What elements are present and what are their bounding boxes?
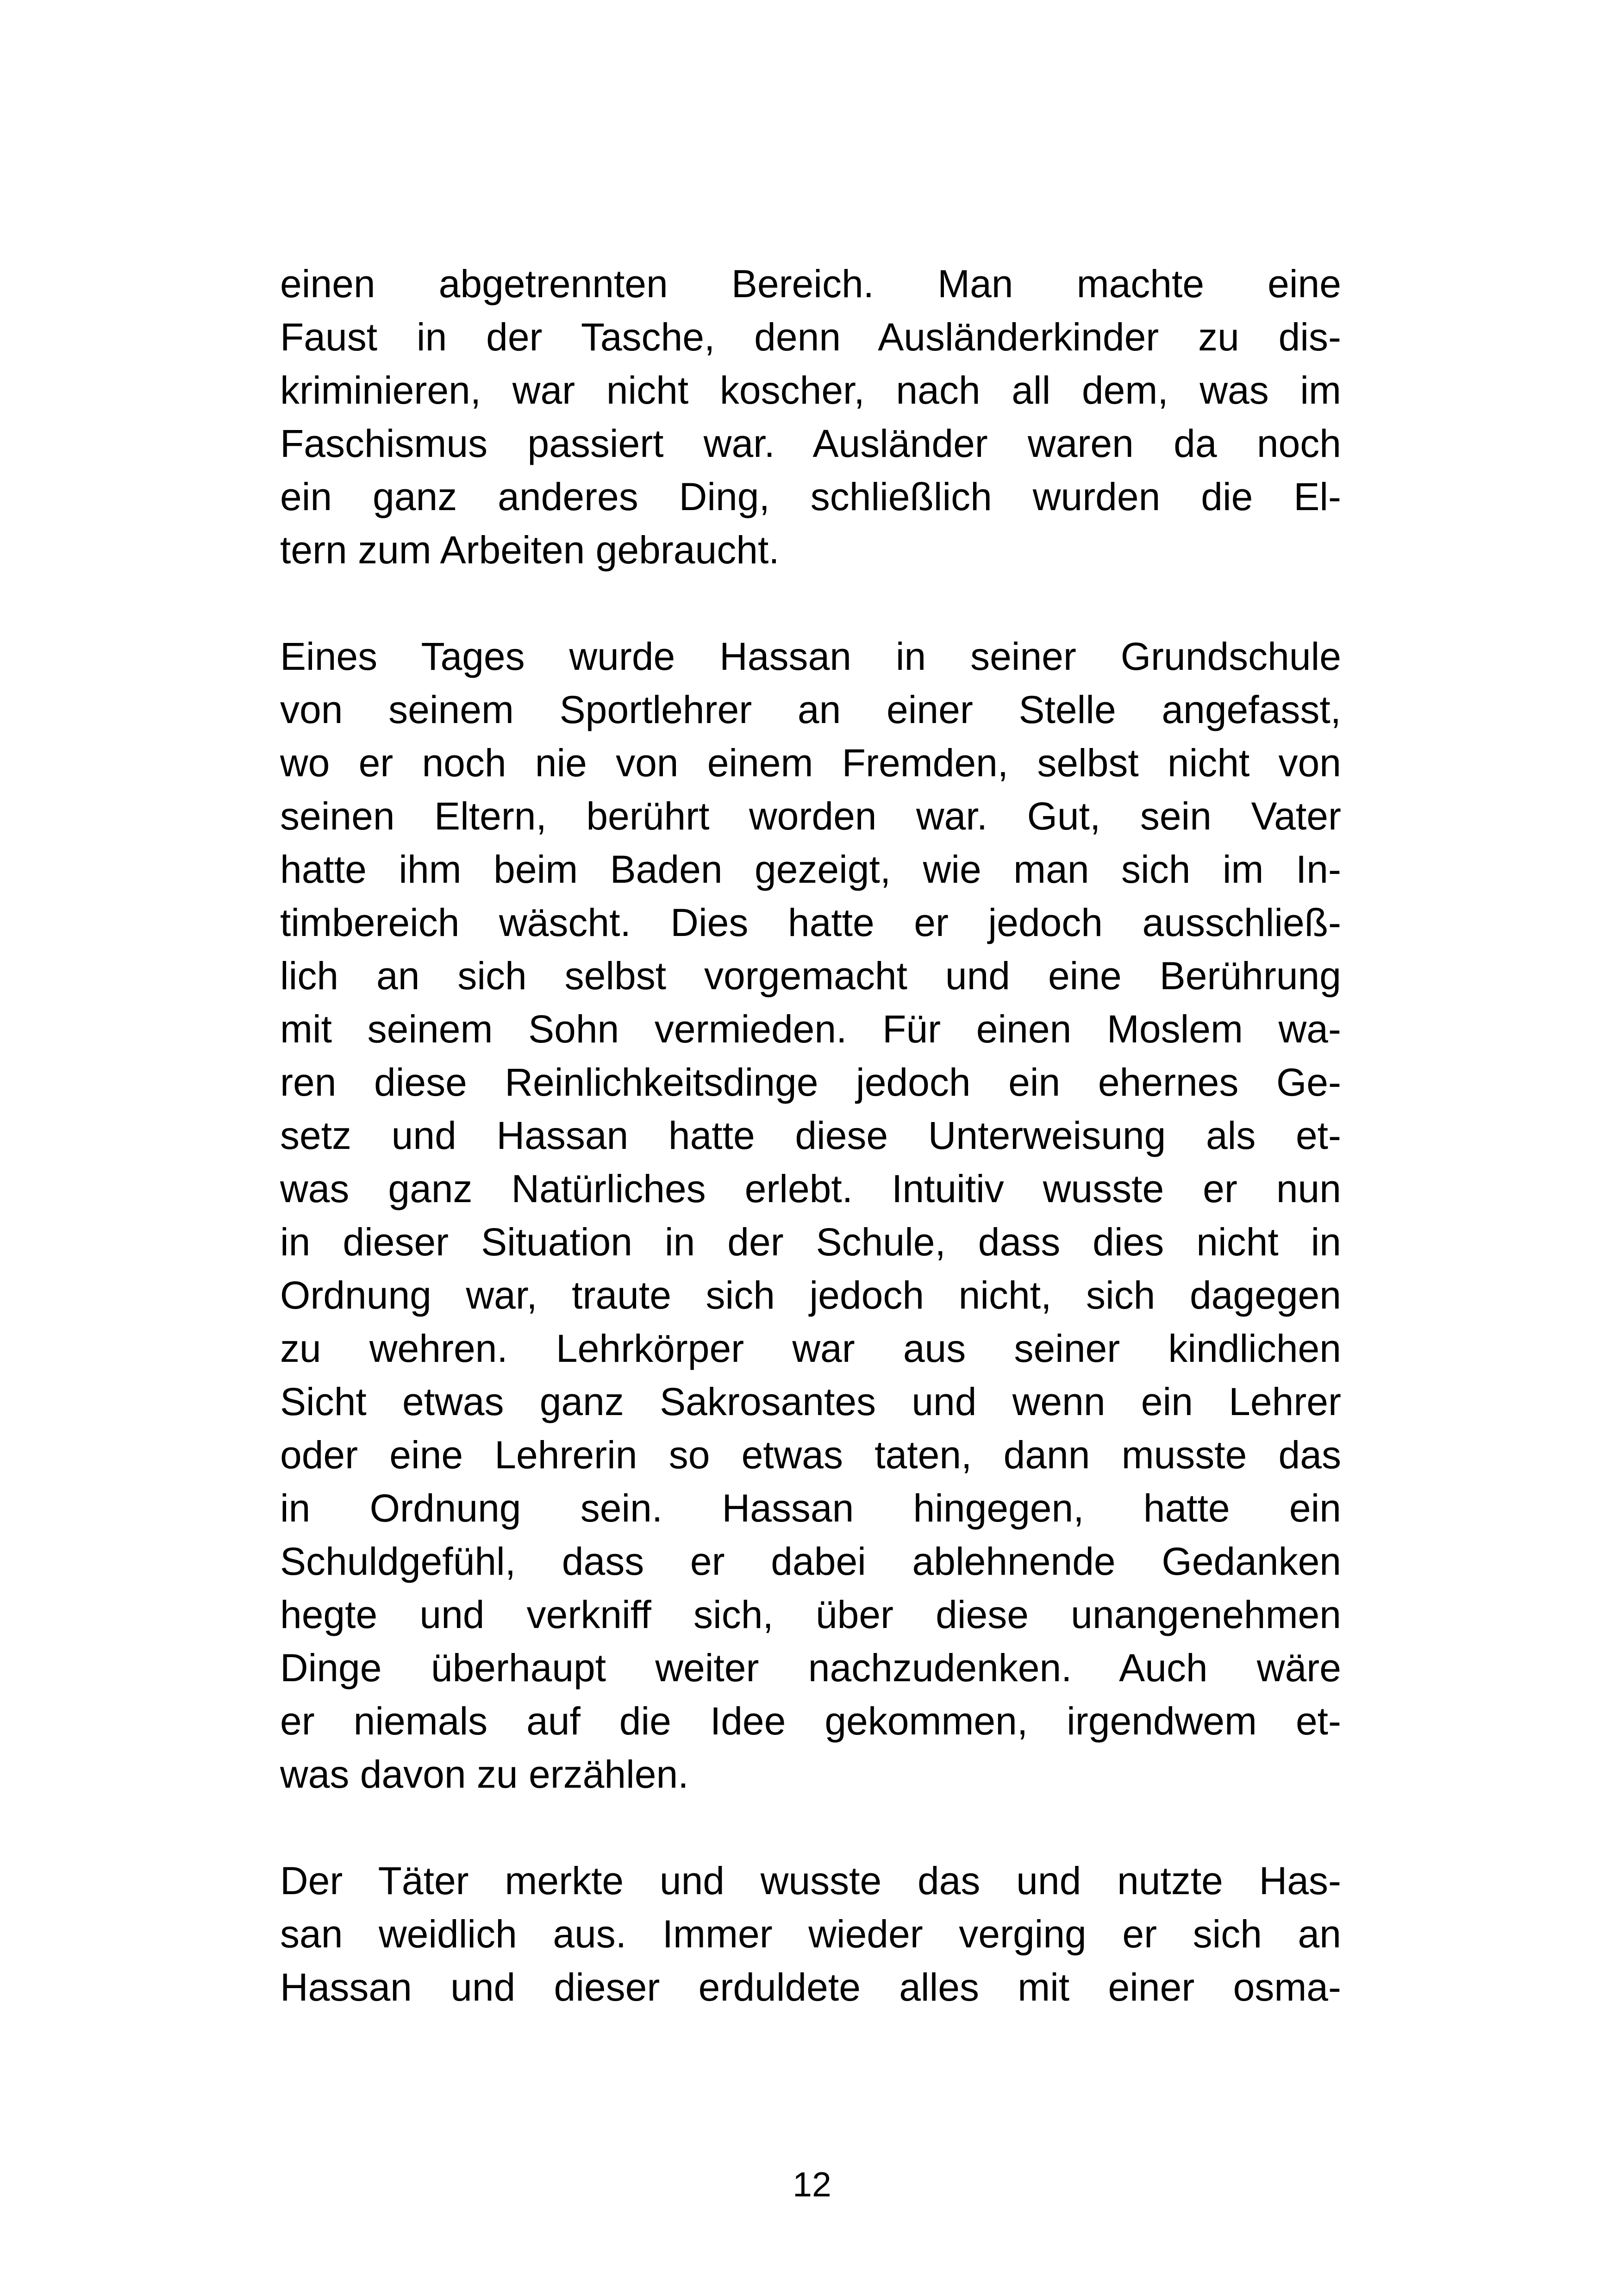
text-line: Sicht etwas ganz Sakrosantes und wenn ein Lehrer [280,1380,1341,1423]
text-line: in Ordnung sein. Hassan hingegen, hatte ein [280,1486,1341,1530]
text-line: timbereich wäscht. Dies hatte er jedoch ausschließ- [280,901,1341,944]
text-line: hatte ihm beim Baden gezeigt, wie man sich im In- [280,848,1341,891]
text-line: Faust in der Tasche, denn Ausländerkinder zu dis- [280,315,1341,359]
text-line: was ganz Natürliches erlebt. Intuitiv wusste er nun [280,1167,1341,1210]
paragraph [280,257,1341,577]
text-line: was davon zu erzählen. [280,1752,689,1796]
text-line: ein ganz anderes Ding, schließlich wurden die El- [280,475,1341,518]
page-body [280,257,1341,2067]
text-line: Schuldgefühl, dass er dabei ablehnende Gedanken [280,1540,1341,1583]
text-line: ren diese Reinlichkeitsdinge jedoch ein ehernes Ge- [280,1060,1341,1104]
text-line: Dinge überhaupt weiter nachzudenken. Auch wäre [280,1646,1341,1690]
page-number: 12 [793,2165,831,2204]
text-line: Ordnung war, traute sich jedoch nicht, sich dagegen [280,1273,1341,1317]
paragraph [280,630,1341,1801]
text-line: zu wehren. Lehrkörper war aus seiner kindlichen [280,1327,1341,1370]
paragraph [280,1854,1341,2014]
text-line: tern zum Arbeiten gebraucht. [280,528,780,572]
text-line: Der Täter merkte und wusste das und nutzte Has- [280,1859,1341,1902]
text-line: Eines Tages wurde Hassan in seiner Grundschule [280,635,1341,678]
text-line: setz und Hassan hatte diese Unterweisung als et- [280,1114,1341,1157]
text-line: in dieser Situation in der Schule, dass dies nicht in [280,1220,1341,1264]
text-line: Hassan und dieser erduldete alles mit einer osma- [280,1965,1341,2009]
text-line: hegte und verkniff sich, über diese unangenehmen [280,1593,1341,1636]
text-line: mit seinem Sohn vermieden. Für einen Moslem wa- [280,1007,1341,1051]
text-line: einen abgetrennten Bereich. Man machte eine [280,262,1341,306]
text-line: oder eine Lehrerin so etwas taten, dann musste das [280,1433,1341,1477]
text-line: kriminieren, war nicht koscher, nach all dem, was im [280,368,1341,412]
text-line: von seinem Sportlehrer an einer Stelle angefasst, [280,688,1341,731]
text-line: Faschismus passiert war. Ausländer waren da noch [280,422,1341,465]
text-line: san weidlich aus. Immer wieder verging er sich an [280,1912,1341,1956]
text-line: seinen Eltern, berührt worden war. Gut, sein Vater [280,794,1341,838]
text-line: er niemals auf die Idee gekommen, irgendwem et- [280,1699,1341,1743]
text-line: lich an sich selbst vorgemacht und eine Berührung [280,954,1341,998]
text-line: wo er noch nie von einem Fremden, selbst nicht von [280,741,1341,785]
